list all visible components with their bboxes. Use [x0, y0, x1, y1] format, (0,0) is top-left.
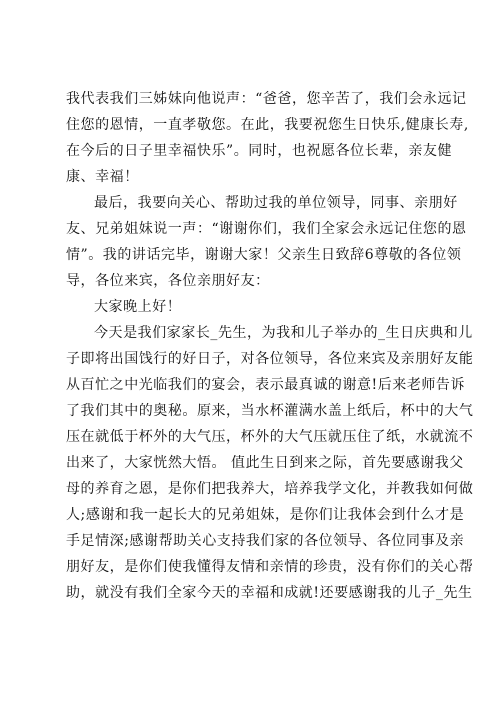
- body-text: [66, 86, 474, 606]
- text-line: 压在就低于杯外的大气压，杯外的大气压就压住了纸，水就流不: [66, 429, 474, 445]
- text-line: 手足情深;感谢帮助关心支持我们家的各位领导、各位同事及亲: [66, 533, 465, 549]
- text-line: 我代表我们三姊妹向他说声：“爸爸，您辛苦了，我们会永远记: [66, 91, 467, 107]
- text-line: 人;感谢和我一起长大的兄弟姐妹，是你们让我体会到什么才是: [66, 507, 465, 523]
- text-line: 住您的恩情，一直孝敬您。在此，我要祝您生日快乐,健康长寿,: [66, 117, 469, 133]
- text-line: 从百忙之中光临我们的宴会，表示最真诚的谢意!后来老师告诉: [66, 377, 466, 393]
- text-line: 友、兄弟姐妹说一声：“谢谢你们，我们全家会永远记住您的恩: [66, 221, 467, 237]
- text-line: 在今后的日子里幸福快乐”。同时，也祝愿各位长辈，亲友健: [66, 143, 453, 159]
- greeting-line: 大家晚上好！: [94, 299, 182, 315]
- text-line: 今天是我们家家长_先生，为我和儿子举办的_生日庆典和儿: [94, 325, 473, 341]
- text-line: 导，各位来宾，各位亲朋好友：: [66, 273, 270, 289]
- text-line: 了我们其中的奥秘。原来，当水杯灌满水盖上纸后，杯中的大气: [66, 403, 474, 419]
- text-line: 助，就没有我们全家今天的幸福和成就!还要感谢我的儿子_先生: [66, 585, 473, 601]
- text-line: 情”。我的讲话完毕，谢谢大家！父亲生日致辞6尊敬的各位领: [66, 247, 462, 263]
- text-line: 子即将出国饯行的好日子，对各位领导，各位来宾及亲朋好友能: [66, 351, 474, 367]
- text-line: 母的养育之恩，是你们把我养大，培养我学文化，并教我如何做: [66, 481, 474, 497]
- text-line: 最后，我要向关心、帮助过我的单位领导，同事、亲朋好: [94, 195, 458, 211]
- text-line: 康、幸福！: [66, 169, 139, 185]
- text-line: 朋好友，是你们使我懂得友情和亲情的珍贵，没有你们的关心帮: [66, 559, 474, 575]
- text-line: 出来了，大家恍然大悟。 值此生日到来之际，首先要感谢我父: [66, 455, 464, 471]
